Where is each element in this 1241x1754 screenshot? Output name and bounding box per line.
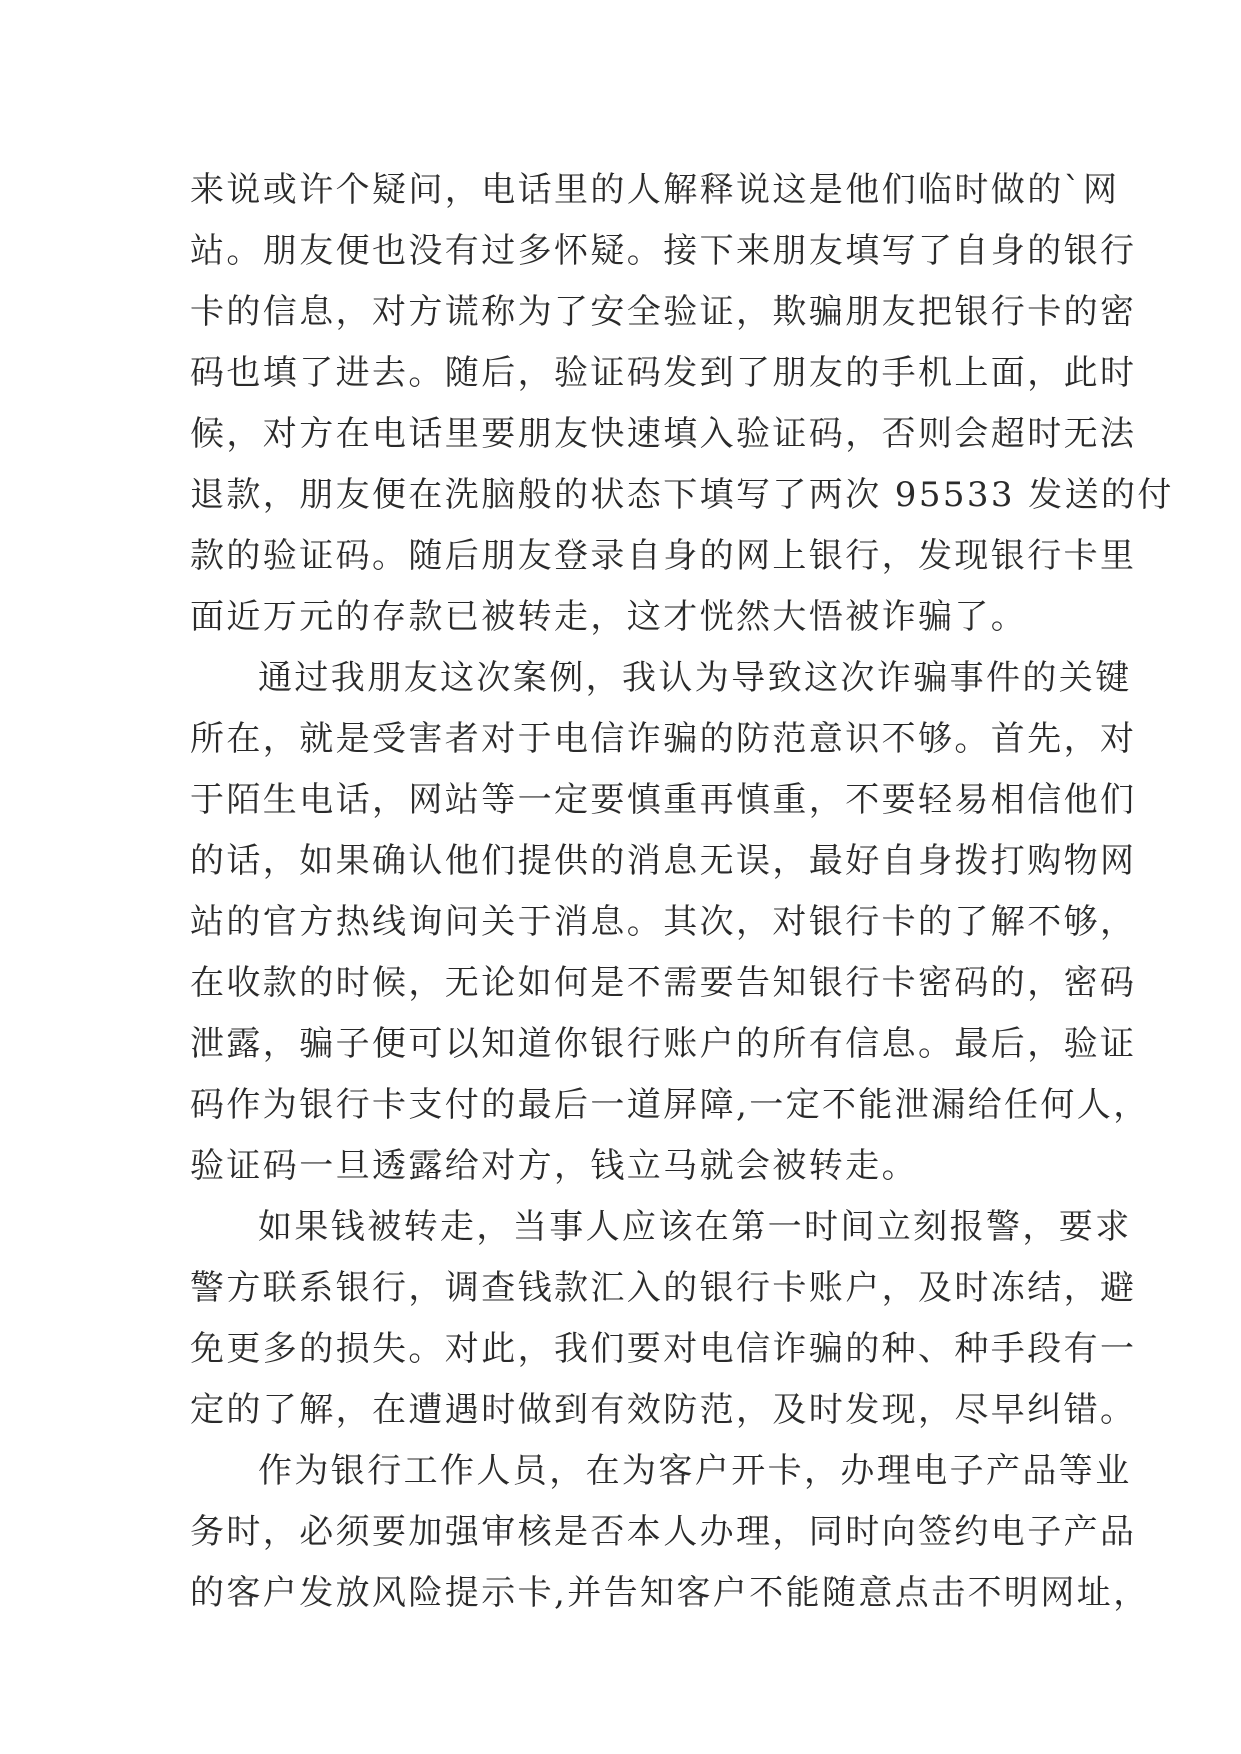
text-line: 定的了解，在遭遇时做到有效防范，及时发现，尽早纠错。 — [190, 1390, 1137, 1430]
text-line: 如果钱被转走，当事人应该在第一时间立刻报警，要求 — [258, 1207, 1132, 1247]
text-line: 站。朋友便也没有过多怀疑。接下来朋友填写了自身的银行 — [190, 231, 1137, 271]
text-line: 泄露，骗子便可以知道你银行账户的所有信息。最后，验证 — [190, 1024, 1137, 1064]
text-line: 在收款的时候，无论如何是不需要告知银行卡密码的，密码 — [190, 963, 1137, 1003]
text-line: 站的官方热线询问关于消息。其次，对银行卡的了解不够， — [190, 902, 1137, 942]
text-line: 退款，朋友便在洗脑般的状态下填写了两次 95533 发送的付 — [190, 475, 1174, 515]
text-line: 于陌生电话，网站等一定要慎重再慎重，不要轻易相信他们 — [190, 780, 1137, 820]
text-line: 务时，必须要加强审核是否本人办理，同时向签约电子产品 — [190, 1512, 1137, 1552]
text-line: 通过我朋友这次案例，我认为导致这次诈骗事件的关键 — [258, 658, 1132, 698]
text-line: 的话，如果确认他们提供的消息无误，最好自身拨打购物网 — [190, 841, 1137, 881]
text-line: 来说或许个疑问，电话里的人解释说这是他们临时做的`网 — [190, 170, 1120, 210]
text-line: 作为银行工作人员，在为客户开卡，办理电子产品等业 — [258, 1451, 1132, 1491]
text-line: 码作为银行卡支付的最后一道屏障,一定不能泄漏给任何人， — [190, 1085, 1150, 1125]
text-line: 免更多的损失。对此，我们要对电信诈骗的种、种手段有一 — [190, 1329, 1137, 1369]
text-line: 的客户发放风险提示卡,并告知客户不能随意点击不明网址， — [190, 1573, 1150, 1613]
text-line: 所在，就是受害者对于电信诈骗的防范意识不够。首先，对 — [190, 719, 1137, 759]
text-line: 候，对方在电话里要朋友快速填入验证码，否则会超时无法 — [190, 414, 1137, 454]
document-body — [190, 160, 1174, 1624]
text-line: 警方联系银行，调查钱款汇入的银行卡账户，及时冻结，避 — [190, 1268, 1137, 1308]
text-line: 面近万元的存款已被转走，这才恍然大悟被诈骗了。 — [190, 597, 1028, 637]
text-line: 码也填了进去。随后，验证码发到了朋友的手机上面，此时 — [190, 353, 1137, 393]
text-line: 验证码一旦透露给对方，钱立马就会被转走。 — [190, 1146, 918, 1186]
text-line: 款的验证码。随后朋友登录自身的网上银行，发现银行卡里 — [190, 536, 1137, 576]
text-line: 卡的信息，对方谎称为了安全验证，欺骗朋友把银行卡的密 — [190, 292, 1137, 332]
